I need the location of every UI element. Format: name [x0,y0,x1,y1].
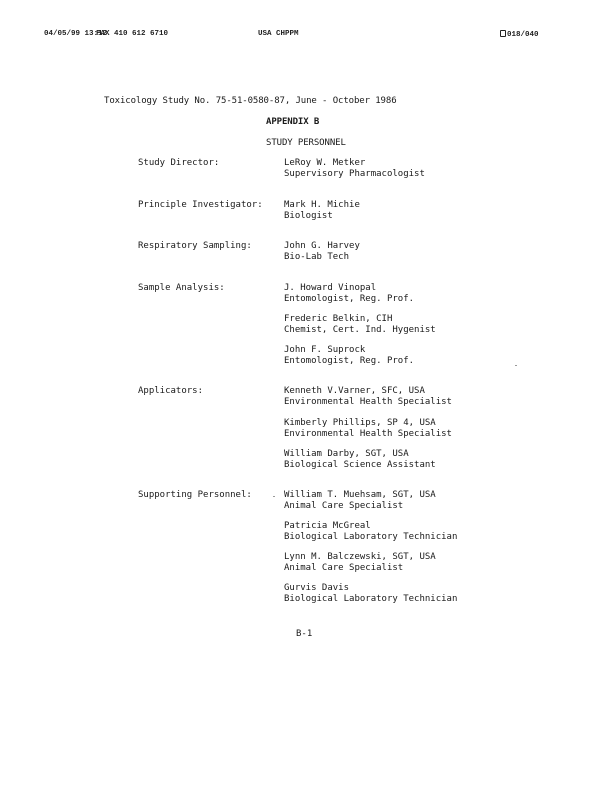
appendix-title: APPENDIX B [266,117,320,127]
role-label-applicators: Applicators: [138,386,204,396]
person-name: Gurvis Davis [284,583,350,593]
personnel-heading: STUDY PERSONNEL [266,138,346,148]
person-name: John F. Suprock [284,345,366,355]
role-label-principle-investigator: Principle Investigator: [138,200,263,210]
person-name: Lynn M. Balczewski, SGT, USA [284,552,436,562]
person-title: Bio-Lab Tech [284,252,350,262]
role-label-supporting-personnel: Supporting Personnel: [138,490,252,500]
person-name: Mark H. Michie [284,200,360,210]
fax-page-icon [500,30,506,37]
page-number: B-1 [296,629,313,639]
person-title: Biological Laboratory Technician [284,532,458,542]
personnel-entry [284,314,436,336]
fax-page-indicator [500,30,539,39]
person-title: Entomologist, Reg. Prof. [284,356,415,366]
personnel-entry [284,200,360,222]
personnel-entry [284,449,436,471]
fax-number: FAX 410 612 6710 [96,30,169,38]
personnel-entry [284,158,425,180]
fax-page-count: 018/040 [507,31,539,39]
person-name: William T. Muehsam, SGT, USA [284,490,436,500]
personnel-entry [284,552,436,574]
person-title: Chemist, Cert. Ind. Hygenist [284,325,436,335]
person-title: Supervisory Pharmacologist [284,169,425,179]
person-title: Biologist [284,211,333,221]
personnel-entry [284,241,360,263]
fax-sender: USA CHPPM [258,30,299,38]
study-title: Toxicology Study No. 75-51-0580-87, June - October 1986 [104,96,397,106]
person-title: Animal Care Specialist [284,501,404,511]
scan-speck [515,365,517,366]
person-name: Frederic Belkin, CIH [284,314,393,324]
person-name: John G. Harvey [284,241,360,251]
scan-speck [273,496,275,497]
person-name: LeRoy W. Metker [284,158,366,168]
fax-header [44,30,544,44]
personnel-entry [284,345,414,367]
person-title: Animal Care Specialist [284,563,404,573]
person-title: Environmental Health Specialist [284,397,452,407]
personnel-entry [284,418,452,440]
personnel-entry [284,283,414,305]
role-label-respiratory-sampling: Respiratory Sampling: [138,241,252,251]
personnel-entry [284,490,436,512]
person-name: J. Howard Vinopal [284,283,377,293]
person-name: William Darby, SGT, USA [284,449,409,459]
person-title: Environmental Health Specialist [284,429,452,439]
person-name: Kimberly Phillips, SP 4, USA [284,418,436,428]
person-title: Entomologist, Reg. Prof. [284,294,415,304]
person-title: Biological Laboratory Technician [284,594,458,604]
personnel-entry [284,386,452,408]
person-name: Kenneth V.Varner, SFC, USA [284,386,425,396]
person-name: Patricia McGreal [284,521,371,531]
fax-datetime: 04/05/99 13:12 [44,30,108,38]
personnel-entry [284,521,457,543]
person-title: Biological Science Assistant [284,460,436,470]
role-label-study-director: Study Director: [138,158,220,168]
personnel-entry [284,583,457,605]
role-label-sample-analysis: Sample Analysis: [138,283,225,293]
